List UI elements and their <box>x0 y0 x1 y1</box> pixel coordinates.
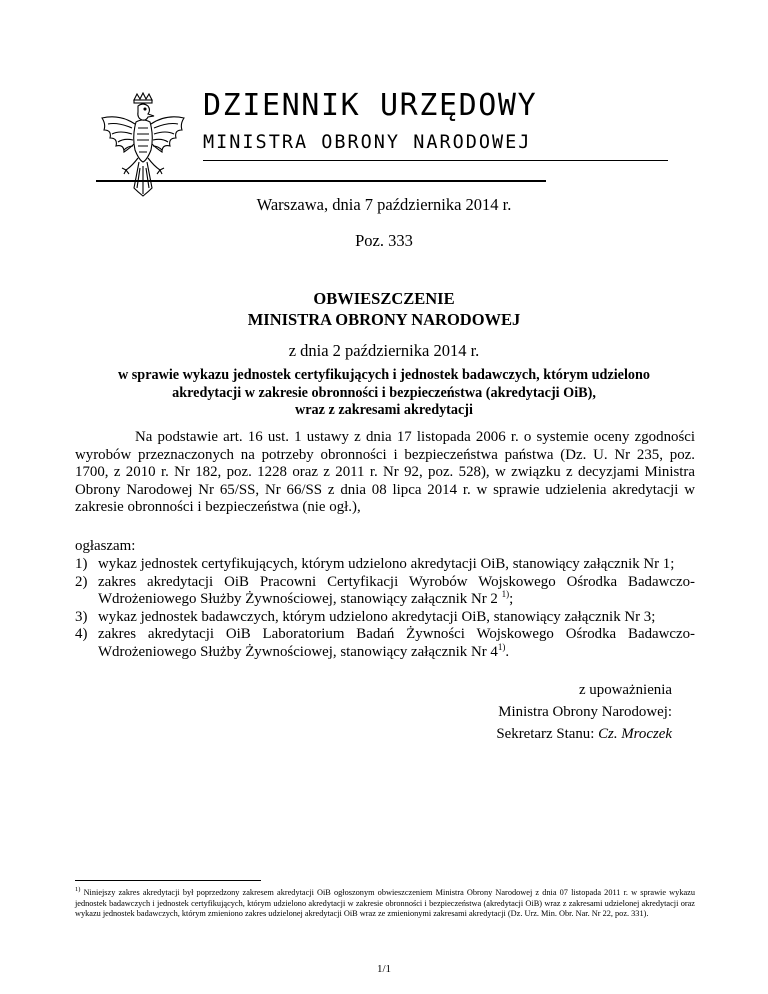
list-item-tail: ; <box>509 591 514 608</box>
list-item-number: 1) <box>75 556 88 572</box>
signature-signer <box>272 723 672 745</box>
footnote-marker: 1) <box>75 886 81 894</box>
signature-office: Ministra Obrony Narodowej: <box>498 704 672 720</box>
list-item <box>75 574 695 609</box>
masthead-subtitle: MINISTRA OBRONY NARODOWEJ <box>203 132 532 153</box>
document-type: OBWIESZCZENIE <box>313 289 455 308</box>
issuing-authority: MINISTRA OBRONY NARODOWEJ <box>247 310 521 329</box>
footnote-reference[interactable]: 1) <box>497 642 506 652</box>
dateline: Warszawa, dnia 7 października 2014 r. <box>256 195 512 214</box>
list-item-text: zakres akredytacji OiB Pracowni Certyfikacji Wyrobów Wojskowego Ośrodka Badawczo-Wdrożeniowego Służby Żywnościowej, stanowiący załącznik Nr 2 <box>98 573 695 608</box>
list-item-number: 2) <box>75 573 88 590</box>
masthead-title: DZIENNIK URZĘDOWY <box>203 88 538 123</box>
list-item <box>75 609 695 627</box>
polish-eagle-emblem-icon <box>96 92 190 200</box>
document-date: z dnia 2 października 2014 r. <box>288 341 480 360</box>
subject-line: akredytacji w zakresie obronności i bezpieczeństwa (akredytacji OiB), <box>172 384 596 401</box>
footnote-text: Niniejszy zakres akredytacji był poprzedzony zakresem akredytacji OiB ogłoszonym obwieszczeniem Ministra Obrony Narodowej z dnia 07 listopada 2011 r. w sprawie wykazu jednostek badawczych i jednostek certyfikujących, którym udzielono akredytacji w zakresie obronności i bezpieczeństwa (akredytacji OiB) wraz z zakresami udzielonej akredytacji oraz wykazu jednostek badawczych, którym zmieniono zakres udzielonej akredytacji OiB wraz ze zmienionymi zakresami akredytacji (Dz. Urz. Min. Obr. Nar. Nr 22, poz. 331). <box>75 888 695 919</box>
footnote-divider <box>75 880 261 881</box>
legal-basis-paragraph: Na podstawie art. 16 ust. 1 ustawy z dnia 17 listopada 2006 r. o systemie oceny zgodności wyrobów przeznaczonych na potrzeby obronności i bezpieczeństwa państwa (Dz. U. Nr 235, poz. 1700, z 2010 r. Nr 182, poz. 1228 oraz z 2011 r. Nr 92, poz. 528), w związku z decyzjami Ministra Obrony Narodowej Nr 65/SS, Nr 66/SS z dnia 08 lipca 2014 r. w sprawie udzielenia akredytacji w zakresie obronności i bezpieczeństwa (nie ogł.), <box>75 429 695 516</box>
announcement-list <box>75 556 695 662</box>
subject-line: wraz z zakresami akredytacji <box>295 402 473 418</box>
signer-title: Sekretarz Stanu: <box>496 726 599 742</box>
document-subject <box>70 367 698 420</box>
masthead-rule <box>203 160 668 161</box>
page-number: 1/1 <box>376 963 392 975</box>
list-item-number: 3) <box>75 608 88 625</box>
footnote <box>75 888 695 920</box>
list-item <box>75 556 695 574</box>
list-item <box>75 626 695 661</box>
list-item-tail: . <box>505 643 510 660</box>
list-item-text: wykaz jednostek certyfikujących, którym udzielono akredytacji OiB, stanowiący załącznik Nr 1; <box>98 556 675 572</box>
list-item-text: wykaz jednostek badawczych, którym udzielono akredytacji OiB, stanowiący załącznik Nr 3; <box>98 608 656 625</box>
signer-name: Cz. Mroczek <box>598 726 672 742</box>
position-number: Poz. 333 <box>355 231 413 250</box>
header-divider <box>96 180 546 182</box>
list-item-number: 4) <box>75 626 88 643</box>
list-item-text: zakres akredytacji OiB Laboratorium Badań Żywności Wojskowego Ośrodka Badawczo-Wdrożeniowego Służby Żywnościowej, stanowiący załącznik Nr 4 <box>98 626 695 660</box>
footnote-reference[interactable]: 1) <box>501 589 510 600</box>
subject-line: w sprawie wykazu jednostek certyfikujących i jednostek badawczych, którym udzielono <box>117 367 650 383</box>
announce-line: ogłaszam: <box>75 538 136 554</box>
signature-authority: z upoważnienia <box>578 682 672 698</box>
